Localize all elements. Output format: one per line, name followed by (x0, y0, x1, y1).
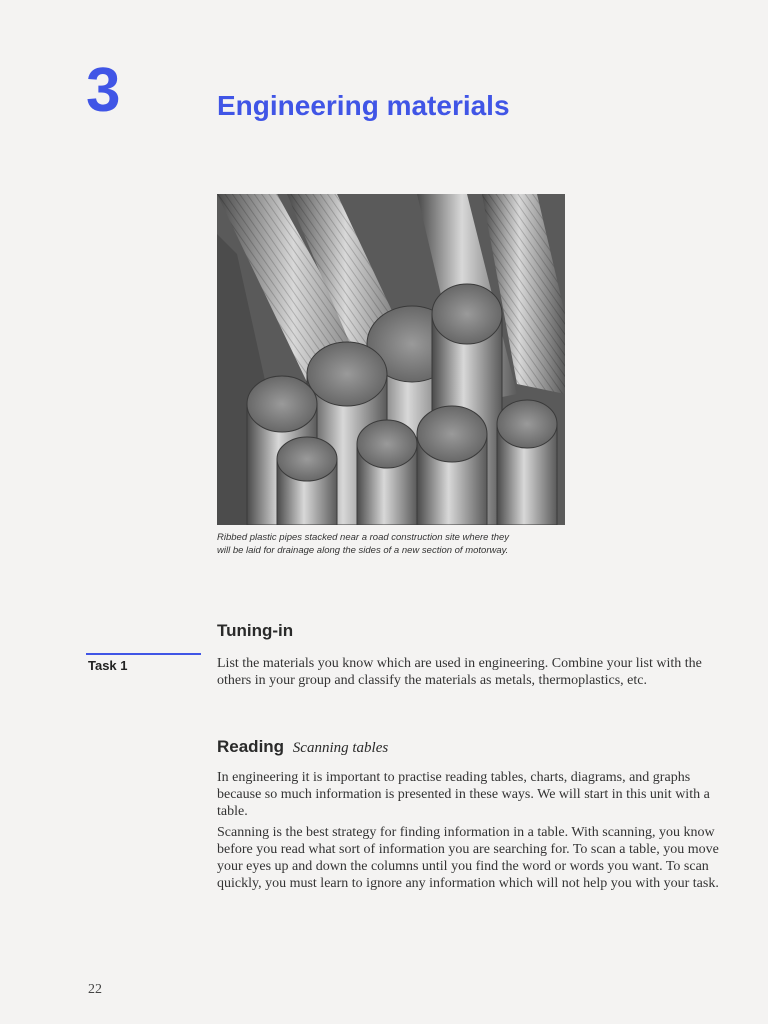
reading-heading: Reading (217, 737, 285, 756)
reading-paragraph-1: In engineering it is important to practise reading tables, charts, diagrams, and graphs because so much information is presented in these ways. We will start in this unit with a table. (217, 770, 710, 819)
photo-caption (217, 531, 577, 557)
chapter-number: 3 (86, 56, 121, 125)
tuning-in-heading: Tuning-in (217, 621, 294, 640)
caption-line-1: Ribbed plastic pipes stacked near a road construction site where they (217, 532, 510, 543)
reading-subheading: Scanning tables (292, 740, 389, 756)
caption-line-2: will be laid for drainage along the sides of a new section of motorway. (217, 545, 509, 556)
reading-heading-row (217, 737, 388, 757)
chapter-title: Engineering materials (217, 90, 510, 121)
task-label: Task 1 (88, 658, 128, 673)
pipes-photo (217, 194, 565, 525)
page-number: 22 (88, 982, 102, 997)
tuning-in-text: List the materials you know which are used in engineering. Combine your list with the others in your group and classify the materials as metals, thermoplastics, etc. (217, 656, 702, 688)
reading-paragraph-2: Scanning is the best strategy for finding information in a table. With scanning, you know before you read what sort of information you are searching for. To scan a table, you move your eyes up and down the columns until you find the word or words you want. To scan quickly, you must learn to ignore any information which will not help you with your task. (217, 825, 719, 891)
task-rule (86, 653, 201, 655)
